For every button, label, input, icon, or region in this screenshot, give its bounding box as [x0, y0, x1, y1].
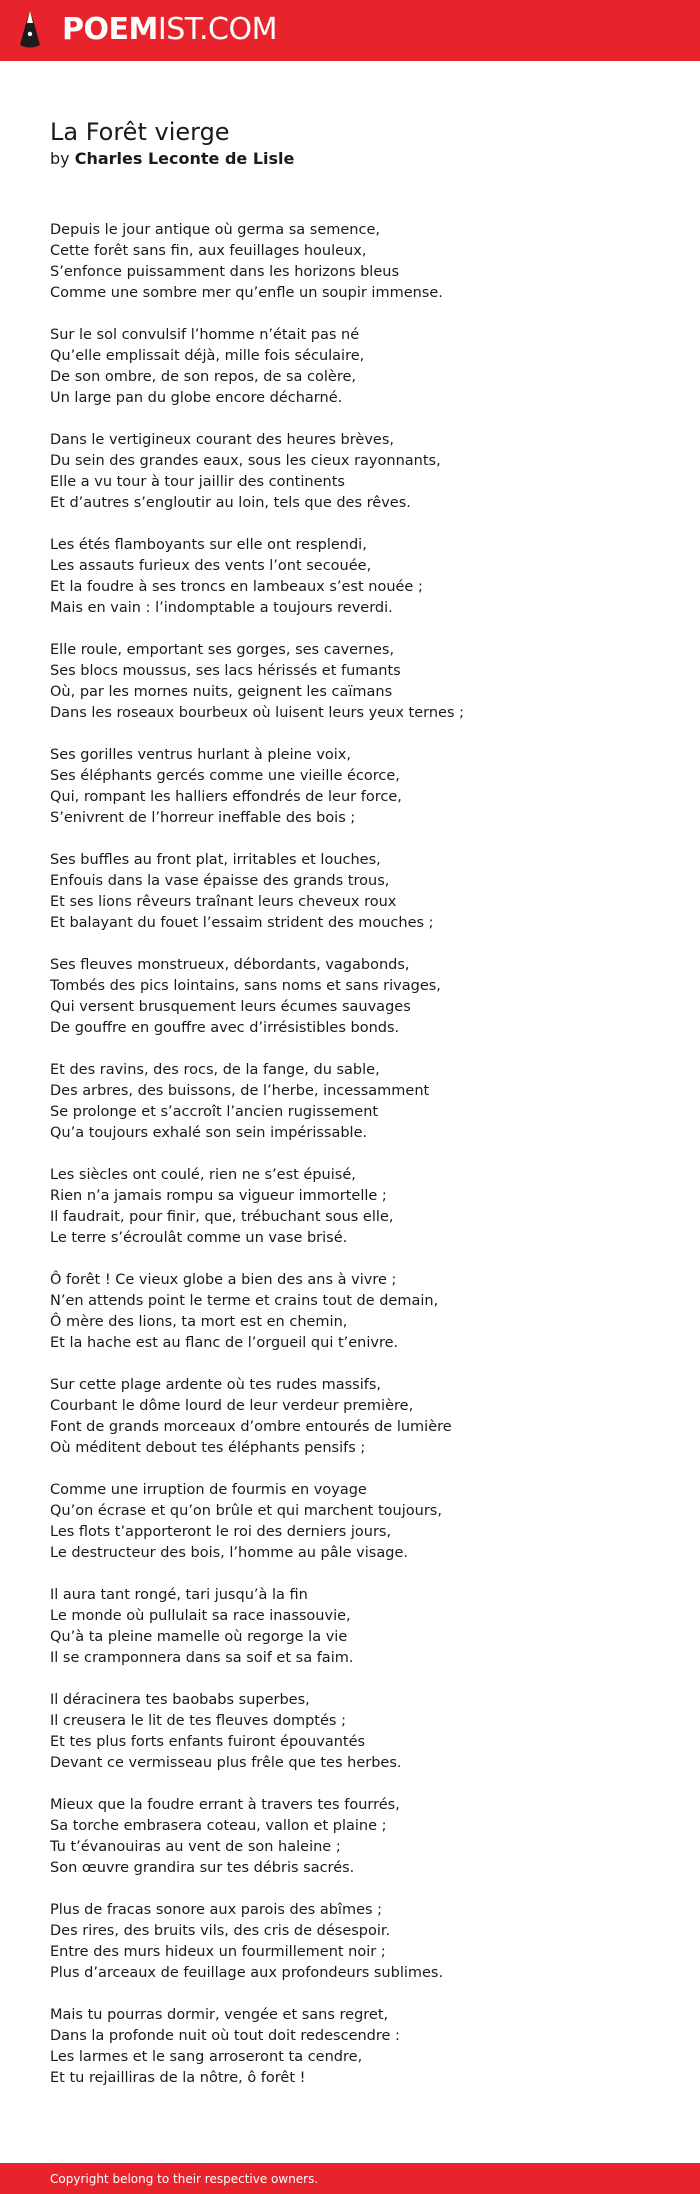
poem-line: Ses éléphants gercés comme une vieille écorce, — [50, 768, 400, 784]
stanza — [50, 1480, 670, 1564]
stanza — [50, 1375, 670, 1459]
poem-line: Tu t’évanouiras au vent de son haleine ; — [50, 1839, 341, 1855]
stanza — [50, 850, 670, 934]
stanza — [50, 325, 670, 409]
stanza — [50, 430, 670, 514]
stanza — [50, 220, 670, 304]
poem-line: Et la foudre à ses troncs en lambeaux s’est nouée ; — [50, 579, 423, 595]
poem-line: Des rires, des bruits vils, des cris de désespoir. — [50, 1923, 391, 1939]
poem-line: Qui versent brusquement leurs écumes sauvages — [50, 999, 411, 1015]
poem-line: De son ombre, de son repos, de sa colère, — [50, 369, 357, 385]
poem-line: Cette forêt sans fin, aux feuillages houleux, — [50, 243, 367, 259]
poem-line: Le monde où pullulait sa race inassouvie, — [50, 1608, 351, 1624]
stanza — [50, 1270, 670, 1354]
stanza — [50, 1060, 670, 1144]
poem-line: Comme une sombre mer qu’enfle un soupir immense. — [50, 285, 443, 301]
poem-line: Et tu rejailliras de la nôtre, ô forêt ! — [50, 2070, 306, 2086]
author-link[interactable]: Charles Leconte de Lisle — [74, 149, 295, 168]
pen-nib-icon — [17, 9, 43, 51]
poem-line: Et ses lions rêveurs traînant leurs cheveux roux — [50, 894, 397, 910]
copyright-text: Copyright belong to their respective owners. — [50, 2172, 319, 2186]
poem-line: Elle a vu tour à tour jaillir des continents — [50, 474, 345, 490]
poem-line: Ses buffles au front plat, irritables et louches, — [50, 852, 381, 868]
poem-line: Du sein des grandes eaux, sous les cieux rayonnants, — [50, 453, 441, 469]
poem-line: Devant ce vermisseau plus frêle que tes herbes. — [50, 1755, 402, 1771]
poem-line: Et balayant du fouet l’essaim strident des mouches ; — [50, 915, 434, 931]
stanza — [50, 1795, 670, 1879]
poem-line: Ses blocs moussus, ses lacs hérissés et fumants — [50, 663, 401, 679]
stanza — [50, 745, 670, 829]
poem-line: Les siècles ont coulé, rien ne s’est épuisé, — [50, 1167, 356, 1183]
poem-body — [50, 220, 670, 2089]
poem-line: Les flots t’apporteront le roi des derniers jours, — [50, 1524, 392, 1540]
poem-line: Qu’elle emplissait déjà, mille fois séculaire, — [50, 348, 365, 364]
stanza — [50, 1585, 670, 1669]
poem-line: Le terre s’écroulât comme un vase brisé. — [50, 1230, 348, 1246]
site-header — [0, 0, 700, 61]
poem-line: Ses fleuves monstrueux, débordants, vagabonds, — [50, 957, 410, 973]
poem-line: Depuis le jour antique où germa sa semence, — [50, 222, 380, 238]
poem-line: Les étés flamboyants sur elle ont resplendi, — [50, 537, 367, 553]
poem-line: Enfouis dans la vase épaisse des grands trous, — [50, 873, 390, 889]
poem-line: Sur le sol convulsif l’homme n’était pas né — [50, 327, 360, 343]
poem-line: Mieux que la foudre errant à travers tes fourrés, — [50, 1797, 400, 1813]
poem-line: Des arbres, des buissons, de l’herbe, incessamment — [50, 1083, 430, 1099]
stanza — [50, 955, 670, 1039]
poem-line: Et des ravins, des rocs, de la fange, du sable, — [50, 1062, 380, 1078]
poem-line: Entre des murs hideux un fourmillement noir ; — [50, 1944, 386, 1960]
poem-line: Plus d’arceaux de feuillage aux profondeurs sublimes. — [50, 1965, 444, 1981]
poem-line: Font de grands morceaux d’ombre entourés de lumière — [50, 1419, 452, 1435]
stanza — [50, 535, 670, 619]
poem-line: Il aura tant rongé, tari jusqu’à la fin — [50, 1587, 308, 1603]
stanza — [50, 2005, 670, 2089]
poem-line: Un large pan du globe encore décharné. — [50, 390, 343, 406]
poem-line: Mais en vain : l’indomptable a toujours reverdi. — [50, 600, 393, 616]
poem-line: Les assauts furieux des vents l’ont secouée, — [50, 558, 372, 574]
poem-line: Qu’a toujours exhalé son sein impérissable. — [50, 1125, 368, 1141]
poem-byline — [50, 148, 670, 170]
poem-line: N’en attends point le terme et crains tout de demain, — [50, 1293, 439, 1309]
poem-line: Où, par les mornes nuits, geignent les caïmans — [50, 684, 393, 700]
poem-line: Tombés des pics lointains, sans noms et sans rivages, — [50, 978, 441, 994]
poem-line: Ô forêt ! Ce vieux globe a bien des ans à vivre ; — [50, 1272, 397, 1288]
poem-line: Qu’on écrase et qu’on brûle et qui marchent toujours, — [50, 1503, 442, 1519]
poem-line: S’enfonce puissamment dans les horizons bleus — [50, 264, 400, 280]
poem-line: Son œuvre grandira sur tes débris sacrés. — [50, 1860, 355, 1876]
stanza — [50, 1690, 670, 1774]
site-footer — [0, 2163, 700, 2194]
poem-line: Il faudrait, pour finir, que, trébuchant sous elle, — [50, 1209, 394, 1225]
poem-line: S’enivrent de l’horreur ineffable des bois ; — [50, 810, 356, 826]
poem-line: Dans les roseaux bourbeux où luisent leurs yeux ternes ; — [50, 705, 465, 721]
brand-light: IST.COM — [157, 12, 277, 47]
poem-line: Qui, rompant les halliers effondrés de leur force, — [50, 789, 402, 805]
poem-line: Il se cramponnera dans sa soif et sa faim. — [50, 1650, 354, 1666]
poem-line: Il creusera le lit de tes fleuves domptés ; — [50, 1713, 346, 1729]
poem-line: Ô mère des lions, ta mort est en chemin, — [50, 1314, 348, 1330]
poem-line: Ses gorilles ventrus hurlant à pleine voix, — [50, 747, 351, 763]
poem-line: Qu’à ta pleine mamelle où regorge la vie — [50, 1629, 348, 1645]
poem-line: Se prolonge et s’accroît l’ancien rugissement — [50, 1104, 379, 1120]
poem-line: Sur cette plage ardente où tes rudes massifs, — [50, 1377, 382, 1393]
poem-line: Plus de fracas sonore aux parois des abîmes ; — [50, 1902, 383, 1918]
poem-line: Et d’autres s’engloutir au loin, tels que des rêves. — [50, 495, 411, 511]
poem-title: La Forêt vierge — [50, 118, 230, 146]
poem-line: Courbant le dôme lourd de leur verdeur première, — [50, 1398, 414, 1414]
poem-line: Le destructeur des bois, l’homme au pâle visage. — [50, 1545, 408, 1561]
stanza — [50, 1165, 670, 1249]
poem-line: Et tes plus forts enfants fuiront épouvantés — [50, 1734, 366, 1750]
byline-prefix: by — [50, 149, 70, 168]
poem-line: Et la hache est au flanc de l’orgueil qui t’enivre. — [50, 1335, 399, 1351]
poem-line: De gouffre en gouffre avec d’irrésistibles bonds. — [50, 1020, 400, 1036]
poem-line: Il déracinera tes baobabs superbes, — [50, 1692, 310, 1708]
poem-line: Où méditent debout tes éléphants pensifs ; — [50, 1440, 366, 1456]
poem-line: Les larmes et le sang arroseront ta cendre, — [50, 2049, 363, 2065]
poem-line: Comme une irruption de fourmis en voyage — [50, 1482, 367, 1498]
poem-line: Elle roule, emportant ses gorges, ses cavernes, — [50, 642, 395, 658]
poem-line: Rien n’a jamais rompu sa vigueur immortelle ; — [50, 1188, 387, 1204]
site-logo[interactable] — [62, 11, 277, 49]
stanza — [50, 1900, 670, 1984]
poem-line: Sa torche embrasera coteau, vallon et plaine ; — [50, 1818, 387, 1834]
poem-line: Dans la profonde nuit où tout doit redescendre : — [50, 2028, 400, 2044]
brand-bold: POEM — [62, 12, 158, 47]
poem-line: Mais tu pourras dormir, vengée et sans regret, — [50, 2007, 389, 2023]
stanza — [50, 640, 670, 724]
poem-line: Dans le vertigineux courant des heures brèves, — [50, 432, 394, 448]
poem-content — [50, 116, 670, 2110]
